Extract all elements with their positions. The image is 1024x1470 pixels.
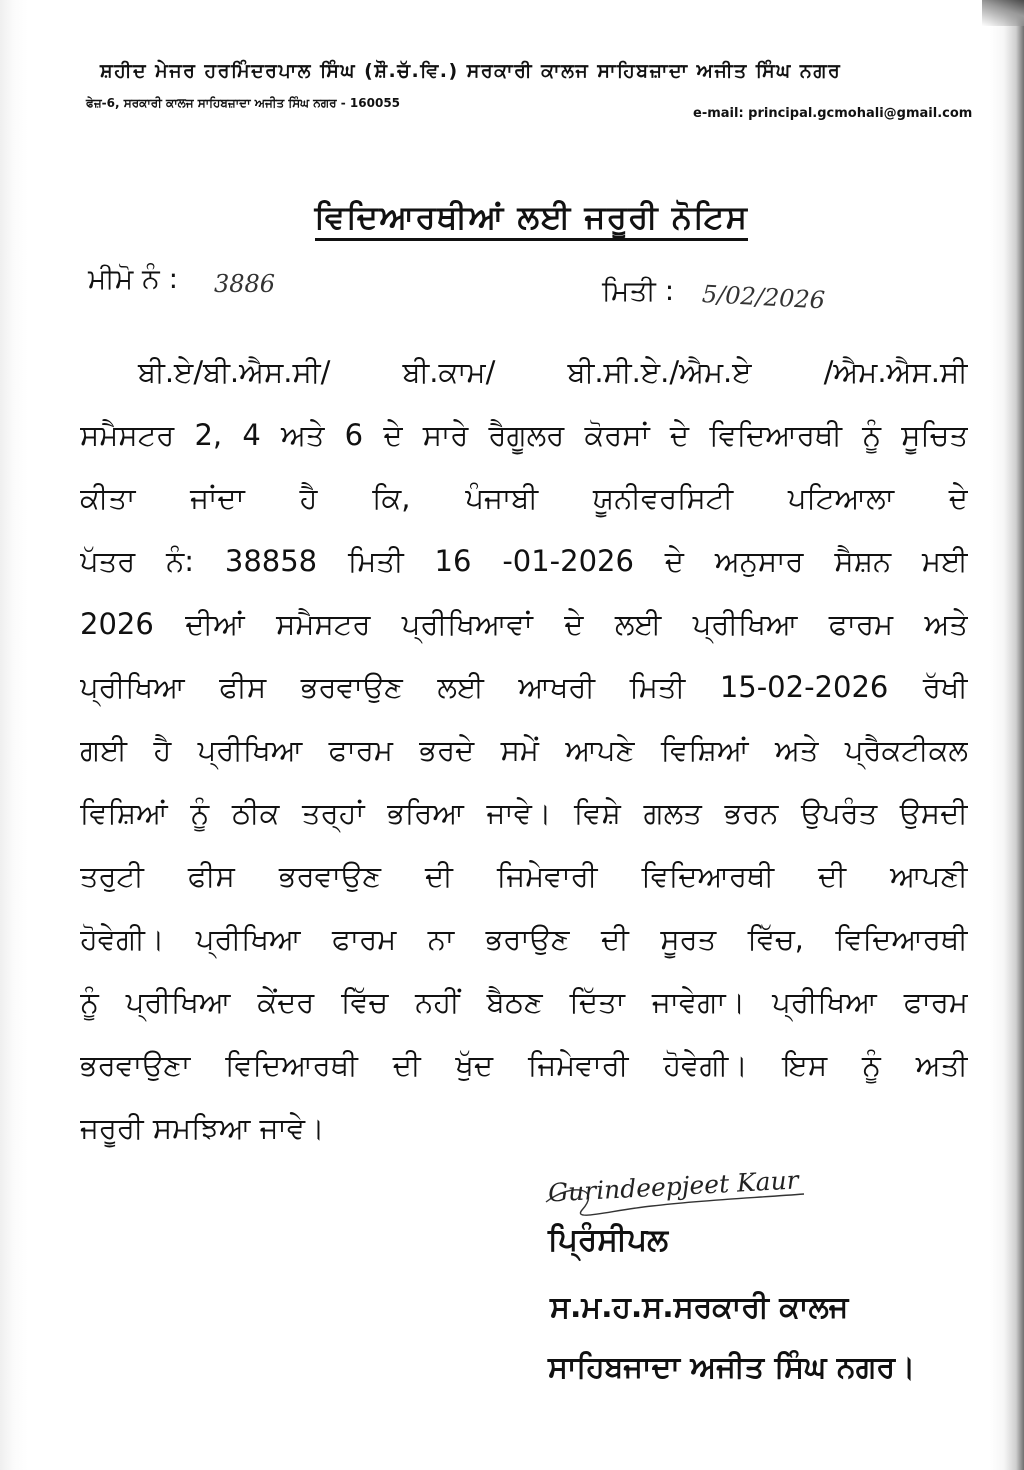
college-address: ਫੇਜ਼-6, ਸਰਕਾਰੀ ਕਾਲਜ ਸਾਹਿਬਜ਼ਾਦਾ ਅਜੀਤ ਸਿੰਘ ਨਗਰ - 160055 [86,96,401,110]
body-line: ਕੀਤਾ ਜਾਂਦਾ ਹੈ ਕਿ, ਪੰਜਾਬੀ ਯੂਨੀਵਰਸਿਟੀ ਪਟਿਆਲਾ ਦੇ [80,481,968,515]
notice-body [80,341,968,1160]
memo-number: 3886 [214,270,276,298]
principal-designation: ਪ੍ਰਿੰਸੀਪਲ [548,1222,669,1258]
body-line: ਪ੍ਰੀਖਿਆ ਫੀਸ ਭਰਵਾਉਣ ਲਈ ਆਖਰੀ ਮਿਤੀ 15-02-2026 ਰੱਖੀ [80,670,968,704]
notice-title [0,198,1024,237]
body-line: ਸਮੈਸਟਰ 2, 4 ਅਤੇ 6 ਦੇ ਸਾਰੇ ਰੈਗੂਲਰ ਕੋਰਸਾਂ ਦੇ ਵਿਦਿਆਰਥੀ ਨੂੰ ਸੂਚਿਤ [80,418,968,452]
college-location: ਸਾਹਿਬਜਾਦਾ ਅਜੀਤ ਸਿੰਘ ਨਗਰ। [548,1350,916,1385]
date-value: 5/02/2026 [701,280,826,315]
body-line: ਤਰੁਟੀ ਫੀਸ ਭਰਵਾਉਣ ਦੀ ਜਿਮੇਵਾਰੀ ਵਿਦਿਆਰਥੀ ਦੀ ਆਪਣੀ [80,859,968,893]
memo-label: ਮੀਮੋ ਨੰ : [88,262,179,295]
page-corner-shadow [982,0,1024,26]
body-line: ਪੱਤਰ ਨੰ: 38858 ਮਿਤੀ 16 -01-2026 ਦੇ ਅਨੁਸਾਰ ਸੈਸ਼ਨ ਮਈ [80,544,968,578]
notice-title-text: ਵਿਦਿਆਰਥੀਆਂ ਲਈ ਜਰੂਰੀ ਨੋਟਿਸ [315,198,749,241]
body-line: ਹੋਵੇਗੀ। ਪ੍ਰੀਖਿਆ ਫਾਰਮ ਨਾ ਭਰਾਉਣ ਦੀ ਸੂਰਤ ਵਿੱਚ, ਵਿਦਿਆਰਥੀ [80,922,968,956]
body-line: ਬੀ.ਏ/ਬੀ.ਐਸ.ਸੀ/ ਬੀ.ਕਾਮ/ ਬੀ.ਸੀ.ਏ./ਐਮ.ਏ /ਐਮ.ਐਸ.ਸੀ [138,355,968,389]
date-label: ਮਿਤੀ : [602,274,675,307]
college-short-name: ਸ.ਮ.ਹ.ਸ.ਸਰਕਾਰੀ ਕਾਲਜ [550,1290,849,1325]
body-line: 2026 ਦੀਆਂ ਸਮੈਸਟਰ ਪ੍ਰੀਖਿਆਵਾਂ ਦੇ ਲਈ ਪ੍ਰੀਖਿਆ ਫਾਰਮ ਅਤੇ [80,607,968,641]
college-name-header: ਸ਼ਹੀਦ ਮੇਜਰ ਹਰਮਿੰਦਰਪਾਲ ਸਿੰਘ (ਸ਼ੌ.ਚੱ.ਵਿ.) ਸਰਕਾਰੀ ਕਾਲਜ ਸਾਹਿਬਜ਼ਾਦਾ ਅਜੀਤ ਸਿੰਘ ਨਗਰ [100,60,842,82]
body-line: ਵਿਸ਼ਿਆਂ ਨੂੰ ਠੀਕ ਤਰ੍ਹਾਂ ਭਰਿਆ ਜਾਵੇ। ਵਿਸ਼ੇ ਗਲਤ ਭਰਨ ਉਪਰੰਤ ਉਸਦੀ [80,796,968,830]
principal-signature: Gurindeepjeet Kaur [547,1165,800,1208]
body-line: ਗਈ ਹੈ ਪ੍ਰੀਖਿਆ ਫਾਰਮ ਭਰਦੇ ਸਮੇਂ ਆਪਣੇ ਵਿਸ਼ਿਆਂ ਅਤੇ ਪ੍ਰੈਕਟੀਕਲ [80,733,968,767]
college-email: e-mail: principal.gcmohali@gmail.com [693,106,973,121]
body-line: ਨੂੰ ਪ੍ਰੀਖਿਆ ਕੇਂਦਰ ਵਿੱਚ ਨਹੀਂ ਬੈਠਣ ਦਿੱਤਾ ਜਾਵੇਗਾ। ਪ੍ਰੀਖਿਆ ਫਾਰਮ [80,985,968,1019]
body-line: ਭਰਵਾਉਣਾ ਵਿਦਿਆਰਥੀ ਦੀ ਖੁੱਦ ਜਿਮੇਵਾਰੀ ਹੋਵੇਗੀ। ਇਸ ਨੂੰ ਅਤੀ [80,1048,968,1082]
body-line: ਜਰੂਰੀ ਸਮਝਿਆ ਜਾਵੇ। [80,1111,325,1145]
